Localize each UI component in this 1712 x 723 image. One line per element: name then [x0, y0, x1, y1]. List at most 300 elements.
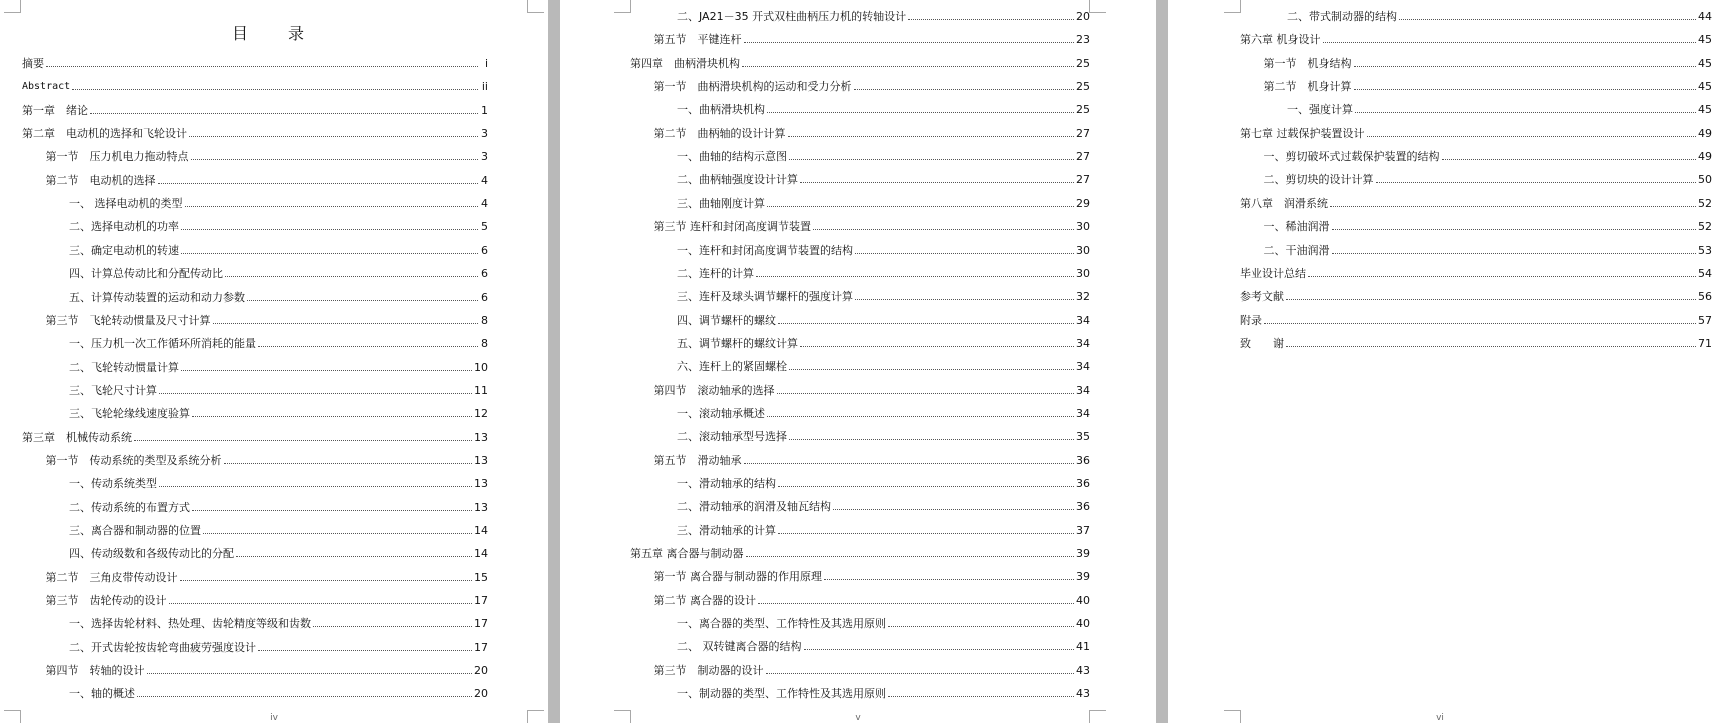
- toc-entry[interactable]: [69, 264, 488, 280]
- toc-entry[interactable]: [654, 124, 1091, 140]
- dot-leader: [72, 89, 478, 90]
- dot-leader: [813, 229, 1074, 230]
- toc-entry-title: 四、传动级数和各级传动比的分配: [69, 547, 234, 561]
- toc-page-number: 6: [481, 267, 488, 281]
- page-corner-mark: [527, 0, 544, 13]
- toc-entry[interactable]: [1240, 334, 1712, 350]
- toc-page-number: 41: [1076, 640, 1090, 654]
- dot-leader: [192, 416, 472, 417]
- dot-leader: [181, 370, 472, 371]
- toc-entry-title: 一、滚动轴承概述: [677, 406, 765, 420]
- toc-page-number: 32: [1076, 290, 1090, 304]
- toc-page-number: 4: [481, 173, 488, 187]
- toc-entry[interactable]: [677, 497, 1090, 513]
- toc-entry-title: 第四节 滚动轴承的选择: [653, 383, 775, 397]
- toc-entry-title: 一、轴的概述: [69, 687, 135, 701]
- toc-entry[interactable]: [1264, 217, 1712, 233]
- toc-heading: 目 录: [231, 24, 316, 43]
- toc-page-number: ii: [481, 80, 488, 94]
- toc-entry[interactable]: [654, 591, 1091, 607]
- toc-page-number: 49: [1698, 150, 1712, 164]
- toc-entry[interactable]: [69, 521, 488, 537]
- toc-entry[interactable]: [677, 311, 1090, 327]
- toc-entry[interactable]: [677, 614, 1090, 630]
- toc-entry[interactable]: [46, 451, 489, 467]
- toc-entry[interactable]: [1287, 100, 1712, 116]
- toc-page-number: 17: [474, 594, 488, 608]
- toc-page-number: 8: [481, 337, 488, 351]
- dot-leader: [767, 206, 1074, 207]
- dot-leader: [192, 510, 472, 511]
- dot-leader: [1332, 229, 1697, 230]
- toc-page-number: 45: [1698, 33, 1712, 47]
- toc-entry-title: 一、选择齿轮材料、热处理、齿轮精度等级和齿数: [69, 617, 311, 631]
- dot-leader: [744, 463, 1075, 464]
- toc-page-number: 40: [1076, 593, 1090, 607]
- toc-entry-title: 一、强度计算: [1287, 103, 1353, 117]
- dot-leader: [800, 346, 1074, 347]
- dot-leader: [1264, 323, 1696, 324]
- toc-entry-title: 三、离合器和制动器的位置: [69, 524, 201, 537]
- toc-entry-title: 二、传动系统的布置方式: [69, 500, 190, 514]
- toc-page-number: 14: [474, 547, 488, 561]
- toc-entry-title: 五、计算传动装置的运动和动力参数: [69, 290, 245, 304]
- toc-entry[interactable]: [22, 124, 488, 140]
- toc-entry[interactable]: [69, 358, 488, 374]
- toc-entry-title: 一、连杆和封闭高度调节装置的结构: [677, 243, 853, 257]
- dot-leader: [1376, 182, 1697, 183]
- toc-page-number: 27: [1076, 126, 1090, 140]
- dot-leader: [789, 369, 1074, 370]
- toc-page-number: 49: [1698, 126, 1712, 140]
- toc-page-number: 13: [474, 500, 488, 514]
- dot-leader: [1367, 136, 1697, 137]
- toc-page-number: 3: [481, 150, 488, 164]
- toc-page-number: 11: [474, 383, 488, 397]
- toc-entry[interactable]: [654, 77, 1091, 93]
- toc-entry[interactable]: [677, 474, 1090, 490]
- toc-entry-title: 毕业设计总结: [1240, 266, 1306, 280]
- toc-entry[interactable]: [1287, 7, 1712, 23]
- toc-entry[interactable]: [677, 100, 1090, 116]
- dot-leader: [908, 19, 1074, 20]
- dot-leader: [800, 182, 1074, 183]
- toc-page-number: 25: [1076, 80, 1090, 94]
- toc-entry-title: 第八章 润滑系统: [1240, 196, 1328, 210]
- toc-entry-title: 第二节 三角皮带传动设计: [45, 570, 178, 584]
- toc-entry[interactable]: [677, 7, 1090, 23]
- toc-page-number: 15: [474, 570, 488, 584]
- toc-page-number: 4: [481, 197, 488, 211]
- toc-page-number: 43: [1076, 663, 1090, 677]
- toc-entry-title: 第二节 机身计算: [1263, 80, 1352, 94]
- toc-entry-title: 三、飞轮尺寸计算: [69, 383, 157, 397]
- toc-entry-title: 一、传动系统类型: [69, 477, 157, 491]
- dot-leader: [778, 486, 1074, 487]
- dot-leader: [147, 673, 473, 674]
- page-gutter: [548, 0, 560, 723]
- toc-entry[interactable]: [1264, 54, 1712, 70]
- toc-page-number: 52: [1698, 196, 1712, 210]
- toc-entry[interactable]: [677, 287, 1090, 303]
- dot-leader: [1355, 112, 1696, 113]
- dot-leader: [788, 136, 1075, 137]
- toc-page-number: 25: [1076, 103, 1090, 117]
- dot-leader: [824, 579, 1074, 580]
- page-corner-mark: [614, 0, 631, 13]
- toc-entry-title: 第三节 齿轮传动的设计: [45, 594, 167, 608]
- toc-entry-title: 二、选择电动机的功率: [69, 220, 179, 234]
- document-page-3: [1168, 0, 1712, 723]
- toc-entry-title: 一、滑动轴承的结构: [677, 477, 776, 490]
- dot-leader: [189, 136, 478, 137]
- toc-entry-title: 第三节 制动器的设计: [653, 663, 764, 677]
- toc-entry-title: 参考文献: [1240, 290, 1284, 304]
- document-page-1: [0, 0, 548, 723]
- toc-entry-title: 三、滑动轴承的计算: [677, 523, 776, 537]
- dot-leader: [159, 486, 472, 487]
- toc-page-number: 27: [1076, 173, 1090, 187]
- toc-entry-title: 二、飞轮转动惯量计算: [69, 360, 179, 374]
- dot-leader: [203, 533, 472, 534]
- toc-entry-title: 第五章 离合器与制动器: [630, 547, 744, 561]
- toc-page-number: 44: [1698, 10, 1712, 23]
- toc-entry-title: 第七章 过载保护装置设计: [1240, 126, 1365, 140]
- toc-entry[interactable]: [677, 637, 1090, 653]
- toc-entry-title: 二、JA21－35 开式双柱曲柄压力机的转轴设计: [677, 10, 907, 23]
- toc-entry[interactable]: [69, 217, 488, 233]
- dot-leader: [789, 439, 1074, 440]
- page-gutter: [1156, 0, 1168, 723]
- page-corner-mark: [1224, 0, 1241, 13]
- toc-page-number: 20: [474, 687, 488, 701]
- toc-page-number: 17: [474, 640, 488, 654]
- toc-entry[interactable]: [69, 684, 488, 700]
- toc-entry-title: 第二章 电动机的选择和飞轮设计: [22, 127, 187, 141]
- dot-leader: [213, 323, 479, 324]
- toc-page-number: 36: [1076, 500, 1090, 514]
- dot-leader: [1323, 42, 1697, 43]
- toc-entry[interactable]: [677, 241, 1090, 257]
- toc-entry-title: 第五节 滑动轴承: [653, 453, 742, 467]
- toc-entry[interactable]: [46, 311, 489, 327]
- toc-page-number: 6: [481, 243, 488, 257]
- dot-leader: [134, 440, 472, 441]
- toc-entry-title: 二、 双转键离合器的结构: [677, 640, 802, 654]
- toc-entry[interactable]: [69, 194, 488, 210]
- dot-leader: [744, 42, 1075, 43]
- dot-leader: [888, 696, 1074, 697]
- toc-entry[interactable]: [1264, 147, 1712, 163]
- toc-entry-title: 第一节 离合器与制动器的作用原理: [653, 570, 822, 584]
- toc-entry[interactable]: [1240, 287, 1712, 303]
- toc-entry-title: 二、滚动轴承型号选择: [677, 430, 787, 444]
- toc-page-number: 52: [1698, 220, 1712, 234]
- toc-page-number: 13: [474, 430, 488, 444]
- toc-page-number: 34: [1076, 406, 1090, 420]
- toc-page-number: 37: [1076, 523, 1090, 537]
- dot-leader: [789, 159, 1074, 160]
- toc-page-number: 40: [1076, 617, 1090, 631]
- toc-page-number: 20: [474, 664, 488, 678]
- dot-leader: [247, 300, 478, 301]
- toc-page-number: 10: [474, 360, 488, 374]
- toc-entry-title: 一、压力机一次工作循环所消耗的能量: [69, 337, 256, 351]
- toc-entry-title: 第三章 机械传动系统: [22, 430, 132, 444]
- toc-entry[interactable]: [1264, 170, 1712, 186]
- toc-entry[interactable]: [677, 357, 1090, 373]
- toc-entry[interactable]: [654, 567, 1091, 583]
- toc-page-number: 20: [1076, 10, 1090, 23]
- toc-page-number: 34: [1076, 383, 1090, 397]
- toc-entry-title: 四、调节螺杆的螺纹: [677, 313, 776, 327]
- toc-entry-title: 第一节 传动系统的类型及系统分析: [45, 453, 222, 467]
- toc-entry[interactable]: [677, 404, 1090, 420]
- toc-entry-title: 第一章 绪论: [22, 103, 88, 117]
- toc-entry[interactable]: [69, 404, 488, 420]
- dot-leader: [804, 649, 1075, 650]
- toc-entry-title: 第六章 机身设计: [1240, 33, 1321, 47]
- dot-leader: [1286, 346, 1696, 347]
- page-corner-mark: [4, 0, 21, 13]
- dot-leader: [169, 603, 473, 604]
- toc-page-number: 30: [1076, 243, 1090, 257]
- toc-page-number: 27: [1076, 150, 1090, 164]
- toc-entry-title: 一、曲轴的结构示意图: [677, 150, 787, 164]
- toc-entry-title: 二、剪切块的设计计算: [1263, 173, 1374, 187]
- toc-entry-title: 第三节 飞轮转动惯量及尺寸计算: [45, 313, 211, 327]
- toc-page-number: 35: [1076, 430, 1090, 444]
- toc-entry[interactable]: [677, 264, 1090, 280]
- toc-page-number: 8: [481, 313, 488, 327]
- toc-entry[interactable]: [1240, 264, 1712, 280]
- toc-entry-title: Abstract: [22, 81, 71, 93]
- page-number: iv: [270, 713, 278, 723]
- toc-entry[interactable]: [1264, 77, 1712, 93]
- toc-page-number: 39: [1076, 547, 1090, 561]
- toc-entry-title: 五、调节螺杆的螺纹计算: [677, 336, 798, 350]
- toc-entry-title: 第一节 曲柄滑块机构的运动和受力分析: [653, 80, 852, 94]
- toc-entry-title: 第一节 机身结构: [1263, 56, 1352, 70]
- toc-entry[interactable]: [1240, 194, 1712, 210]
- dot-leader: [778, 323, 1074, 324]
- toc-entry-title: 一、 选择电动机的类型: [69, 197, 183, 211]
- toc-entry[interactable]: [677, 170, 1090, 186]
- toc-page-number: 23: [1076, 33, 1090, 47]
- toc-entry[interactable]: [654, 381, 1091, 397]
- toc-entry-title: 三、确定电动机的转速: [69, 243, 179, 257]
- dot-leader: [767, 112, 1074, 113]
- dot-leader: [1399, 19, 1696, 20]
- dot-leader: [855, 299, 1074, 300]
- toc-entry[interactable]: [69, 498, 488, 514]
- toc-entry-title: 三、连杆及球头调节螺杆的强度计算: [677, 290, 853, 304]
- toc-page-number: 1: [481, 103, 488, 117]
- toc-entry-title: 第一节 压力机电力拖动特点: [45, 150, 189, 164]
- toc-page-number: 17: [474, 617, 488, 631]
- toc-page-number: 34: [1076, 360, 1090, 374]
- dot-leader: [258, 346, 478, 347]
- toc-entry[interactable]: [69, 334, 488, 350]
- toc-page-number: 13: [474, 477, 488, 491]
- dot-leader: [1354, 66, 1697, 67]
- toc-page-number: 54: [1698, 266, 1712, 280]
- page-number: vi: [1436, 713, 1444, 723]
- toc-page-number: 56: [1698, 290, 1712, 304]
- toc-entry-title: 致 谢: [1240, 336, 1284, 350]
- dot-leader: [180, 580, 473, 581]
- dot-leader: [1286, 299, 1696, 300]
- toc-entry[interactable]: [1264, 241, 1712, 257]
- toc-entry[interactable]: [69, 638, 488, 654]
- dot-leader: [181, 229, 478, 230]
- toc-entry-title: 四、计算总传动比和分配传动比: [69, 267, 223, 281]
- toc-page-number: 29: [1076, 196, 1090, 210]
- dot-leader: [1332, 253, 1697, 254]
- toc-entry-title: 三、飞轮轮缘线速度验算: [69, 407, 190, 421]
- toc-entry-title: 二、曲柄轴强度设计计算: [677, 173, 798, 187]
- dot-leader: [90, 113, 478, 114]
- dot-leader: [746, 556, 1075, 557]
- toc-page-number: 50: [1698, 173, 1712, 187]
- toc-page-number: 57: [1698, 313, 1712, 327]
- dot-leader: [224, 463, 473, 464]
- toc-entry[interactable]: [69, 381, 488, 397]
- toc-entry-title: 一、剪切破坏式过载保护装置的结构: [1263, 150, 1440, 164]
- dot-leader: [1354, 89, 1697, 90]
- toc-page-number: 30: [1076, 220, 1090, 234]
- toc-entry[interactable]: [46, 568, 489, 584]
- toc-entry[interactable]: [677, 147, 1090, 163]
- dot-leader: [1442, 159, 1697, 160]
- toc-entry-title: 一、曲柄滑块机构: [677, 103, 765, 117]
- toc-entry-title: 第二节 曲柄轴的设计计算: [653, 126, 786, 140]
- dot-leader: [854, 89, 1075, 90]
- toc-page-number: 6: [481, 290, 488, 304]
- toc-entry-title: 摘要: [22, 57, 44, 70]
- dot-leader: [1308, 276, 1696, 277]
- toc-entry[interactable]: [22, 101, 488, 117]
- dot-leader: [46, 66, 478, 67]
- toc-page-number: 34: [1076, 336, 1090, 350]
- toc-entry[interactable]: [46, 147, 489, 163]
- dot-leader: [855, 253, 1074, 254]
- toc-entry[interactable]: [654, 30, 1091, 46]
- toc-page-number: 12: [474, 407, 488, 421]
- toc-entry[interactable]: [630, 544, 1090, 560]
- toc-page-number: 53: [1698, 243, 1712, 257]
- toc-entry-title: 第二节 电动机的选择: [45, 173, 156, 187]
- dot-leader: [159, 393, 472, 394]
- toc-entry[interactable]: [630, 54, 1090, 70]
- toc-entry[interactable]: [677, 684, 1090, 700]
- toc-page-number: 25: [1076, 56, 1090, 70]
- dot-leader: [191, 159, 479, 160]
- dot-leader: [778, 533, 1074, 534]
- page-number: v: [855, 713, 861, 723]
- toc-entry[interactable]: [46, 171, 489, 187]
- toc-entry[interactable]: [1240, 124, 1712, 140]
- document-page-2: [560, 0, 1156, 723]
- toc-entry-title: 第二节 离合器的设计: [653, 593, 756, 607]
- toc-page-number: 13: [474, 453, 488, 467]
- toc-page-number: 36: [1076, 477, 1090, 490]
- toc-entry-title: 二、连杆的计算: [677, 266, 754, 280]
- toc-entry[interactable]: [677, 427, 1090, 443]
- toc-entry[interactable]: [1240, 30, 1712, 46]
- toc-entry[interactable]: [46, 661, 489, 677]
- dot-leader: [181, 253, 478, 254]
- toc-entry-title: 一、制动器的类型、工作特性及其选用原则: [677, 687, 886, 701]
- toc-entry[interactable]: [69, 614, 488, 630]
- dot-leader: [766, 673, 1075, 674]
- toc-entry[interactable]: [22, 428, 488, 444]
- toc-entry-title: 第四章 曲柄滑块机构: [630, 56, 740, 70]
- toc-entry[interactable]: [22, 54, 488, 70]
- toc-entry[interactable]: [654, 451, 1091, 467]
- toc-entry-title: 附录: [1240, 313, 1262, 327]
- toc-entry-title: 第四节 转轴的设计: [45, 664, 145, 678]
- dot-leader: [236, 556, 472, 557]
- toc-page-number: 45: [1698, 56, 1712, 70]
- toc-page-number: 39: [1076, 570, 1090, 584]
- dot-leader: [1330, 206, 1696, 207]
- dot-leader: [742, 66, 1074, 67]
- dot-leader: [258, 650, 472, 651]
- toc-page-number: 45: [1698, 103, 1712, 117]
- toc-entry[interactable]: [69, 544, 488, 560]
- toc-entry[interactable]: [654, 217, 1091, 233]
- page-corner-mark: [1089, 0, 1106, 13]
- toc-entry[interactable]: [46, 591, 489, 607]
- toc-entry-title: 六、连杆上的紧固螺栓: [677, 360, 787, 374]
- toc-page-number: 5: [481, 220, 488, 234]
- toc-page-number: 34: [1076, 313, 1090, 327]
- dot-leader: [888, 626, 1074, 627]
- toc-entry[interactable]: [677, 334, 1090, 350]
- toc-page-number: 30: [1076, 266, 1090, 280]
- dot-leader: [313, 626, 472, 627]
- toc-entry[interactable]: [677, 521, 1090, 537]
- toc-entry[interactable]: [654, 661, 1091, 677]
- toc-entry[interactable]: [22, 77, 488, 93]
- toc-entry-title: 三、曲轴刚度计算: [677, 196, 765, 210]
- dot-leader: [777, 393, 1075, 394]
- dot-leader: [137, 696, 472, 697]
- toc-entry-title: 二、带式制动器的结构: [1287, 10, 1397, 23]
- toc-entry[interactable]: [677, 194, 1090, 210]
- toc-entry-title: 第五节 平键连杆: [653, 33, 742, 47]
- toc-page-number: 14: [474, 524, 488, 537]
- toc-page-number: 45: [1698, 80, 1712, 94]
- dot-leader: [185, 206, 479, 207]
- dot-leader: [758, 603, 1074, 604]
- toc-entry[interactable]: [1240, 311, 1712, 327]
- toc-entry[interactable]: [69, 288, 488, 304]
- toc-page-number: i: [484, 57, 488, 70]
- toc-page-number: 36: [1076, 453, 1090, 467]
- dot-leader: [756, 276, 1074, 277]
- toc-entry[interactable]: [69, 474, 488, 490]
- toc-entry-title: 二、滑动轴承的润滑及轴瓦结构: [677, 500, 831, 514]
- toc-entry-title: 二、干油润滑: [1263, 243, 1330, 257]
- toc-page-number: 3: [481, 127, 488, 141]
- toc-entry-title: 一、离合器的类型、工作特性及其选用原则: [677, 617, 886, 631]
- toc-entry[interactable]: [69, 241, 488, 257]
- dot-leader: [767, 416, 1074, 417]
- toc-page-number: 43: [1076, 687, 1090, 701]
- toc-entry-title: 一、稀油润滑: [1263, 220, 1330, 234]
